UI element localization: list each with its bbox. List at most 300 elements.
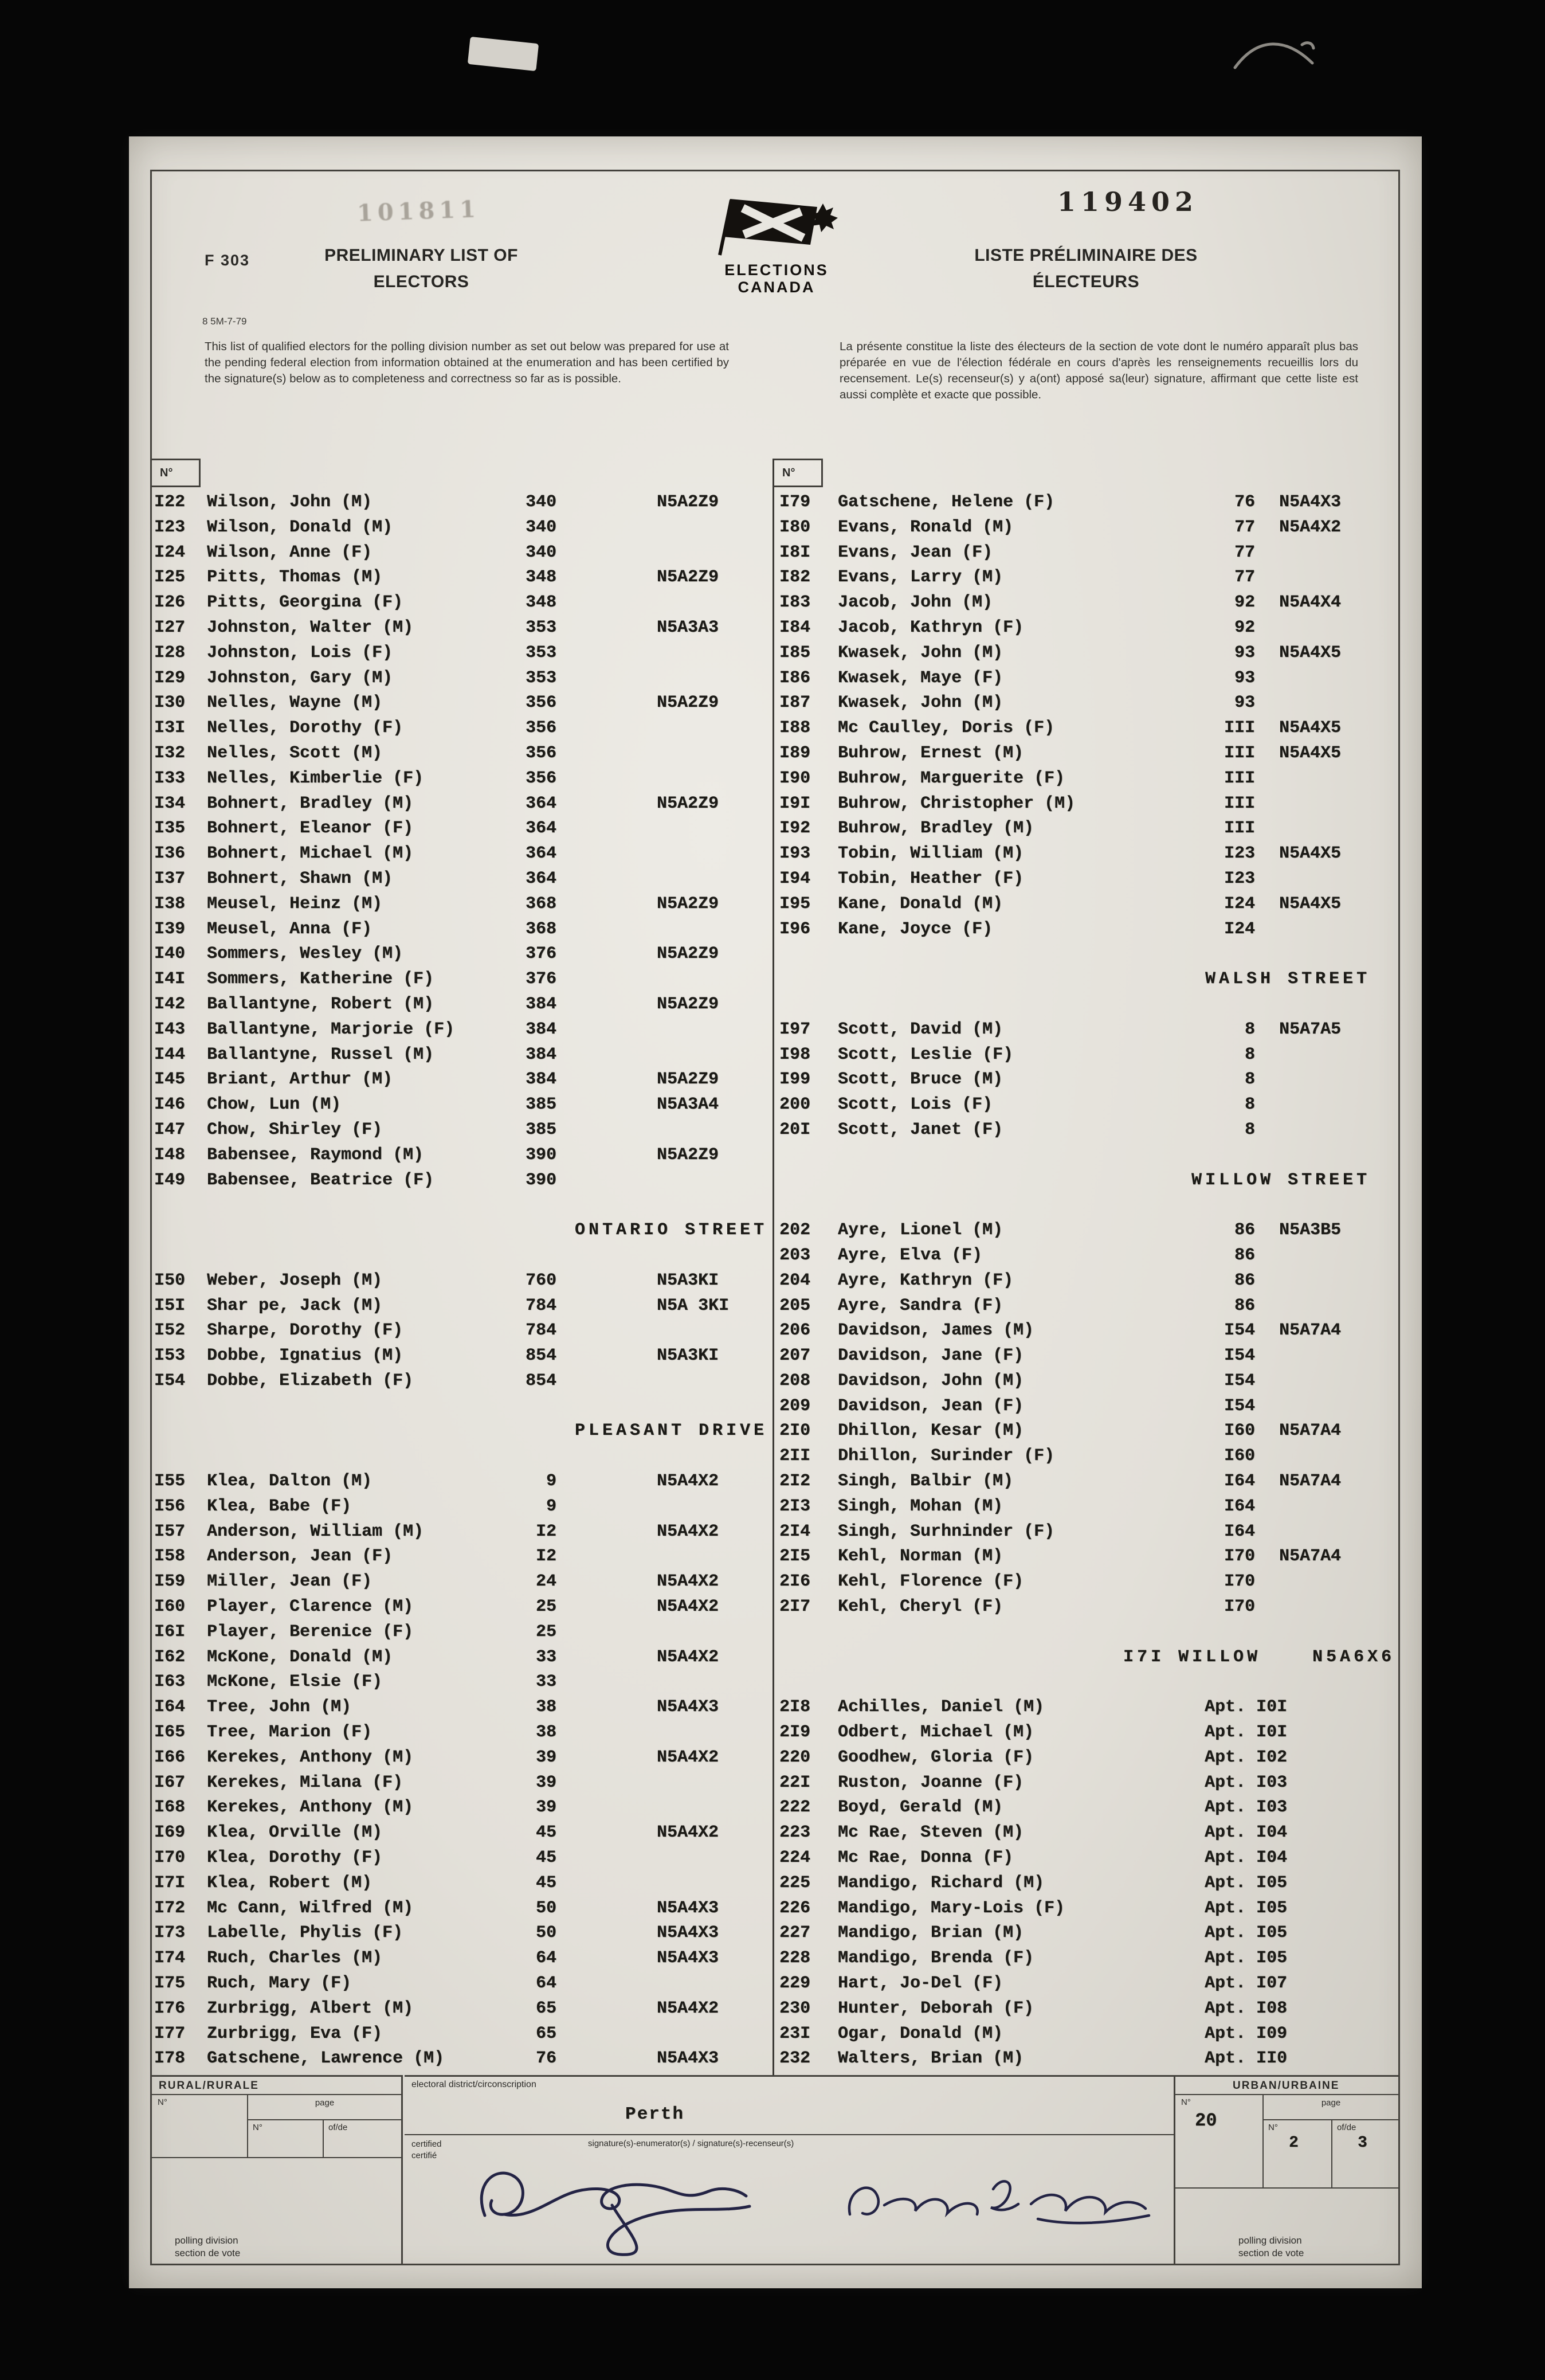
elector-number: 224 [779, 1848, 811, 1868]
elector-name: Davidson, Jean (F) [838, 1396, 1024, 1416]
elector-row [154, 1946, 772, 1971]
elector-name: Ruch, Mary (F) [207, 1974, 352, 1994]
civic-number: 348 [525, 567, 556, 588]
elector-name: Mc Rae, Donna (F) [838, 1848, 1014, 1868]
elector-row [779, 1494, 1400, 1520]
elector-row [154, 992, 772, 1017]
civic-number: 25 [535, 1622, 556, 1642]
civic-number: 93 [1234, 668, 1255, 688]
postal-code: N5A4X2 [657, 1747, 719, 1767]
elector-name: Mandigo, Brenda (F) [838, 1948, 1034, 1968]
elector-row [779, 1921, 1400, 1946]
elector-row [154, 641, 772, 666]
elector-name: Gatschene, Lawrence (M) [207, 2049, 445, 2069]
elector-name: Gatschene, Helene (F) [838, 492, 1055, 512]
elector-name: Pitts, Thomas (M) [207, 567, 383, 588]
elector-number: I27 [154, 617, 186, 637]
elector-number: 209 [779, 1396, 811, 1416]
elector-row [779, 1971, 1400, 1997]
civic-number: 364 [525, 868, 556, 888]
elector-number: I74 [154, 1948, 186, 1968]
elector-number: 2I6 [779, 1572, 811, 1592]
elector-name: Kehl, Cheryl (F) [838, 1597, 1003, 1617]
postal-code: N5A3KI [657, 1346, 719, 1366]
elector-name: McKone, Donald (M) [207, 1647, 393, 1667]
apartment-number: Apt. II0 [1205, 2049, 1288, 2069]
elector-number: I44 [154, 1044, 186, 1064]
elections-canada-logo [711, 191, 842, 296]
elector-number: I26 [154, 593, 186, 613]
postal-code: N5A2Z9 [657, 793, 719, 813]
elector-number: I82 [779, 567, 811, 588]
civic-number: 92 [1234, 593, 1255, 613]
title-english-line1: PRELIMINARY LIST OF [324, 246, 518, 265]
apartment-number: Apt. I07 [1205, 1974, 1288, 1994]
elector-name: Tree, John (M) [207, 1697, 352, 1717]
apartment-number: Apt. I08 [1205, 1998, 1288, 2018]
logo-word-canada: CANADA [738, 279, 815, 296]
elector-row [154, 1645, 772, 1670]
elector-row [154, 1067, 772, 1093]
elector-name: Evans, Larry (M) [838, 567, 1003, 588]
elector-name: Labelle, Phylis (F) [207, 1923, 403, 1943]
elector-row [154, 841, 772, 867]
elector-row [154, 716, 772, 741]
elector-number: I87 [779, 693, 811, 713]
elector-row [779, 1997, 1400, 2022]
civic-number: 356 [525, 693, 556, 713]
postal-code: N5A2Z9 [657, 944, 719, 964]
elector-name: Kerekes, Milana (F) [207, 1772, 403, 1792]
civic-number: I23 [1224, 868, 1255, 888]
elector-row [154, 515, 772, 541]
civic-number: 9 [546, 1496, 556, 1516]
elector-name: Tree, Marion (F) [207, 1723, 372, 1743]
elector-name: Ruston, Joanne (F) [838, 1772, 1024, 1792]
elector-row [779, 1720, 1400, 1745]
elector-row [154, 766, 772, 792]
elector-name: Mandigo, Mary-Lois (F) [838, 1898, 1065, 1918]
elector-name: Kane, Joyce (F) [838, 919, 993, 939]
rural-fields [152, 2095, 401, 2158]
postal-code: N5A3A3 [657, 617, 719, 637]
elector-number: I83 [779, 593, 811, 613]
elector-number: 227 [779, 1923, 811, 1943]
form-border-frame [150, 170, 1400, 2265]
elector-number: I5I [154, 1295, 186, 1316]
civic-number: 376 [525, 969, 556, 989]
elector-row [779, 917, 1400, 942]
certified-fr: certifié [411, 2151, 437, 2160]
postal-code: N5A2Z9 [657, 567, 719, 588]
elector-row [154, 2046, 772, 2072]
elector-number: I36 [154, 844, 186, 864]
elector-number: I92 [779, 819, 811, 839]
faded-serial-stamp: 101811 [356, 195, 481, 227]
elector-row [154, 666, 772, 691]
elector-name: Kwasek, John (M) [838, 693, 1003, 713]
elector-row [154, 1269, 772, 1294]
elector-name: Odbert, Michael (M) [838, 1723, 1034, 1743]
elector-row [779, 641, 1400, 666]
elector-name: Singh, Surhninder (F) [838, 1521, 1055, 1541]
civic-number: 50 [535, 1923, 556, 1943]
elector-row [154, 1871, 772, 1896]
elector-name: Buhrow, Ernest (M) [838, 743, 1024, 763]
elector-number: I42 [154, 994, 186, 1014]
title-english [238, 242, 605, 295]
civic-number: III [1224, 718, 1255, 738]
postal-code: N5A4X2 [657, 1823, 719, 1843]
elector-name: Tobin, Heather (F) [838, 868, 1024, 888]
apartment-number: Apt. I03 [1205, 1772, 1288, 1792]
postal-code: N5A4X5 [1279, 844, 1342, 864]
elector-number: 222 [779, 1798, 811, 1818]
elector-name: Briant, Arthur (M) [207, 1070, 393, 1090]
elector-name: Shar pe, Jack (M) [207, 1295, 383, 1316]
elector-row [154, 1043, 772, 1068]
elector-name: Player, Clarence (M) [207, 1597, 414, 1617]
rural-page-of-cell [324, 2120, 401, 2157]
elector-name: Babensee, Raymond (M) [207, 1145, 424, 1165]
postal-code: N5A4X3 [657, 2049, 719, 2069]
urban-page-no-value: 2 [1289, 2134, 1299, 2152]
polling-line2: section de vote [175, 2248, 241, 2258]
elector-name: Meusel, Heinz (M) [207, 894, 383, 914]
elector-row [779, 1821, 1400, 1846]
elector-name: Jacob, Kathryn (F) [838, 617, 1024, 637]
elector-number: 232 [779, 2049, 811, 2069]
civic-number: 45 [535, 1823, 556, 1843]
column-header-left: N° [150, 459, 201, 487]
elector-number: I45 [154, 1070, 186, 1090]
civic-number: 64 [535, 1948, 556, 1968]
elector-number: I8I [779, 542, 811, 562]
urban-section [1174, 2075, 1398, 2265]
elector-row [779, 2046, 1400, 2072]
district-signature-section [405, 2075, 1174, 2265]
civic-number: 353 [525, 668, 556, 688]
elector-number: I37 [154, 868, 186, 888]
elector-number: I85 [779, 643, 811, 663]
elector-row [779, 691, 1400, 716]
elector-row [779, 1896, 1400, 1921]
postal-code: N5A7A4 [1279, 1547, 1342, 1567]
elector-number: I54 [154, 1371, 186, 1391]
apartment-number: Apt. I02 [1205, 1747, 1288, 1767]
civic-number: I70 [1224, 1572, 1255, 1592]
postal-code: N5A2Z9 [657, 1070, 719, 1090]
elector-name: Ayre, Elva (F) [838, 1245, 983, 1265]
enumerator-signature-right [837, 2164, 1158, 2244]
elector-row [779, 816, 1400, 841]
elector-number: I77 [154, 2023, 186, 2044]
elector-name: Chow, Shirley (F) [207, 1119, 383, 1140]
elector-name: Wilson, John (M) [207, 492, 372, 512]
elector-number: I70 [154, 1848, 186, 1868]
civic-number: 384 [525, 994, 556, 1014]
elector-number: I6I [154, 1622, 186, 1642]
elector-name: Johnston, Gary (M) [207, 668, 393, 688]
civic-number: 348 [525, 593, 556, 613]
rural-page-no-cell [248, 2120, 324, 2157]
elector-name: Davidson, Jane (F) [838, 1346, 1024, 1366]
elector-row [779, 2022, 1400, 2047]
elector-row [779, 1017, 1400, 1043]
elector-number: I3I [154, 718, 186, 738]
elector-number: I43 [154, 1019, 186, 1039]
civic-number: I60 [1224, 1421, 1255, 1441]
civic-number: I70 [1224, 1597, 1255, 1617]
elector-number: I69 [154, 1823, 186, 1843]
elector-row [154, 1795, 772, 1821]
elector-row [154, 1294, 772, 1319]
civic-number: I64 [1224, 1496, 1255, 1516]
district-label: electoral district/circonscription [411, 2080, 536, 2089]
civic-number: 9 [546, 1471, 556, 1492]
apartment-number: Apt. I04 [1205, 1848, 1288, 1868]
elector-name: Singh, Mohan (M) [838, 1496, 1003, 1516]
elector-number: 203 [779, 1245, 811, 1265]
elector-number: I96 [779, 919, 811, 939]
civic-number: 384 [525, 1019, 556, 1039]
elector-number: 200 [779, 1095, 811, 1115]
elector-number: 208 [779, 1371, 811, 1391]
elector-name: Johnston, Lois (F) [207, 643, 393, 663]
elector-number: I67 [154, 1772, 186, 1792]
elector-name: Sommers, Katherine (F) [207, 969, 434, 989]
elector-row [154, 1344, 772, 1369]
elector-name: Babensee, Beatrice (F) [207, 1170, 434, 1190]
postal-code: N5A4X2 [657, 1597, 719, 1617]
elector-number: 2I0 [779, 1421, 811, 1441]
elector-name: Anderson, Jean (F) [207, 1547, 393, 1567]
civic-number: I64 [1224, 1471, 1255, 1492]
elector-name: Klea, Orville (M) [207, 1823, 383, 1843]
civic-number: 854 [525, 1346, 556, 1366]
postal-code: N5A7A4 [1279, 1471, 1342, 1492]
civic-number: 77 [1234, 542, 1255, 562]
elector-name: Kerekes, Anthony (M) [207, 1798, 414, 1818]
elector-row [154, 1569, 772, 1595]
elector-name: Scott, Lois (F) [838, 1095, 993, 1115]
elector-number: I22 [154, 492, 186, 512]
civic-number: 364 [525, 793, 556, 813]
civic-number: 8 [1244, 1119, 1255, 1140]
civic-number: 353 [525, 643, 556, 663]
civic-number: 353 [525, 617, 556, 637]
elector-row [779, 1394, 1400, 1419]
apartment-number: Apt. I05 [1205, 1873, 1288, 1893]
elector-number: 2I2 [779, 1471, 811, 1492]
elector-number: I47 [154, 1119, 186, 1140]
postal-code: N5A6X6 [1312, 1647, 1395, 1667]
elector-row [154, 541, 772, 566]
elector-number: I60 [154, 1597, 186, 1617]
elector-row [154, 1469, 772, 1494]
title-french-line1: LISTE PRÉLIMINAIRE DES [974, 246, 1198, 265]
ofde-label: of/de [328, 2123, 348, 2132]
elector-number: 23I [779, 2023, 811, 2044]
elector-number: 2II [779, 1446, 811, 1466]
elector-row [154, 917, 772, 942]
elector-number: 226 [779, 1898, 811, 1918]
elector-row [154, 867, 772, 892]
elector-name: Dobbe, Ignatius (M) [207, 1346, 403, 1366]
civic-number: 760 [525, 1270, 556, 1290]
elector-row [154, 1143, 772, 1168]
elector-number: 223 [779, 1823, 811, 1843]
elector-name: Kerekes, Anthony (M) [207, 1747, 414, 1767]
urban-page-of-cell [1332, 2120, 1398, 2187]
elector-name: Scott, Janet (F) [838, 1119, 1003, 1140]
civic-number: 356 [525, 743, 556, 763]
civic-number: 356 [525, 768, 556, 788]
postal-code: N5A3KI [657, 1270, 719, 1290]
civic-number: 8 [1244, 1070, 1255, 1090]
elector-name: Buhrow, Marguerite (F) [838, 768, 1065, 788]
elector-name: Mandigo, Richard (M) [838, 1873, 1045, 1893]
postal-code: N5A2Z9 [657, 492, 719, 512]
postal-code: N5A4X3 [657, 1948, 719, 1968]
postal-code: N5A4X3 [657, 1923, 719, 1943]
enumerator-signature-left [468, 2152, 766, 2264]
postal-code: N5A4X5 [1279, 743, 1342, 763]
elector-number: I56 [154, 1496, 186, 1516]
elector-name: Hunter, Deborah (F) [838, 1998, 1034, 2018]
civic-number: 64 [535, 1974, 556, 1994]
ofde-label: of/de [1337, 2123, 1356, 2132]
elector-name: Davidson, James (M) [838, 1321, 1034, 1341]
elector-row [779, 892, 1400, 917]
elector-name: Sommers, Wesley (M) [207, 944, 403, 964]
postal-code: N5A4X5 [1279, 718, 1342, 738]
elector-row [779, 1520, 1400, 1545]
elector-name: Klea, Dorothy (F) [207, 1848, 383, 1868]
elector-name: Evans, Jean (F) [838, 542, 993, 562]
elector-name: Scott, Bruce (M) [838, 1070, 1003, 1090]
elector-number: I38 [154, 894, 186, 914]
elector-number: 20I [779, 1119, 811, 1140]
elector-number: 2I4 [779, 1521, 811, 1541]
elector-row [779, 1846, 1400, 1871]
elector-number: 204 [779, 1270, 811, 1290]
rural-section [152, 2075, 403, 2265]
urban-no-value: 20 [1195, 2110, 1217, 2131]
elector-name: McKone, Elsie (F) [207, 1672, 383, 1692]
civic-number: 76 [1234, 492, 1255, 512]
elector-name: Kehl, Norman (M) [838, 1547, 1003, 1567]
elector-number: I78 [154, 2049, 186, 2069]
elector-number: I24 [154, 542, 186, 562]
polling-line2: section de vote [1238, 2248, 1304, 2258]
elector-row [154, 1720, 772, 1745]
certified-en: certified [411, 2139, 442, 2149]
elector-name: Ogar, Donald (M) [838, 2023, 1003, 2044]
flag-logo-icon [711, 191, 842, 259]
civic-number: I24 [1224, 894, 1255, 914]
elector-number: I98 [779, 1044, 811, 1064]
civic-number: 76 [535, 2049, 556, 2069]
civic-number: 25 [535, 1597, 556, 1617]
elector-number: I97 [779, 1019, 811, 1039]
no-label: N° [1181, 2097, 1191, 2107]
civic-number: 784 [525, 1295, 556, 1316]
elector-row [154, 1670, 772, 1695]
elector-name: Ayre, Sandra (F) [838, 1295, 1003, 1316]
elector-name: Johnston, Walter (M) [207, 617, 414, 637]
civic-number: I54 [1224, 1321, 1255, 1341]
elector-row [779, 716, 1400, 741]
elector-row [154, 1168, 772, 1193]
elector-row [154, 1318, 772, 1344]
elector-row [154, 590, 772, 616]
postal-code: N5A4X5 [1279, 894, 1342, 914]
elector-number: I65 [154, 1723, 186, 1743]
elector-row [154, 490, 772, 515]
elector-number: 220 [779, 1747, 811, 1767]
elector-number: 2I3 [779, 1496, 811, 1516]
postal-code: N5A7A5 [1279, 1019, 1342, 1039]
elector-row [154, 1595, 772, 1620]
elector-name: Goodhew, Gloria (F) [838, 1747, 1034, 1767]
elector-row [779, 1695, 1400, 1720]
elector-name: Kehl, Florence (F) [838, 1572, 1024, 1592]
elector-number: I76 [154, 1998, 186, 2018]
civic-number: I54 [1224, 1371, 1255, 1391]
civic-number: 385 [525, 1095, 556, 1115]
elector-name: Nelles, Dorothy (F) [207, 718, 403, 738]
elector-number: I68 [154, 1798, 186, 1818]
elector-row [154, 1118, 772, 1143]
postal-code: N5A 3KI [657, 1295, 730, 1316]
elector-name: Mandigo, Brian (M) [838, 1923, 1024, 1943]
column-header-right: N° [772, 459, 823, 487]
civic-number: 65 [535, 1998, 556, 2018]
elector-row [779, 1369, 1400, 1394]
elector-row [779, 541, 1400, 566]
elector-number: I7I [154, 1873, 186, 1893]
elector-name: Hart, Jo-Del (F) [838, 1974, 1003, 1994]
elector-number: I59 [154, 1572, 186, 1592]
elector-row [779, 792, 1400, 817]
elector-name: Mc Rae, Steven (M) [838, 1823, 1024, 1843]
apartment-number: Apt. I03 [1205, 1798, 1288, 1818]
elector-row [779, 1745, 1400, 1771]
civic-number: 368 [525, 894, 556, 914]
elector-number: 229 [779, 1974, 811, 1994]
column-divider [772, 459, 774, 2077]
elector-number: I72 [154, 1898, 186, 1918]
civic-number: III [1224, 793, 1255, 813]
civic-number: 38 [535, 1697, 556, 1717]
street-section-heading [779, 1168, 1400, 1193]
civic-number: 33 [535, 1672, 556, 1692]
elector-row [779, 1771, 1400, 1796]
elector-number: I84 [779, 617, 811, 637]
civic-number: 364 [525, 819, 556, 839]
elector-name: Ballantyne, Russel (M) [207, 1044, 434, 1064]
elector-row [154, 1093, 772, 1118]
postal-code: N5A4X3 [657, 1898, 719, 1918]
elector-name: Klea, Robert (M) [207, 1873, 372, 1893]
apartment-number: Apt. I05 [1205, 1948, 1288, 1968]
civic-number: 45 [535, 1848, 556, 1868]
civic-number: I2 [535, 1547, 556, 1567]
elector-name: Klea, Dalton (M) [207, 1471, 372, 1492]
civic-number: 86 [1234, 1270, 1255, 1290]
certified-label [411, 2139, 442, 2162]
